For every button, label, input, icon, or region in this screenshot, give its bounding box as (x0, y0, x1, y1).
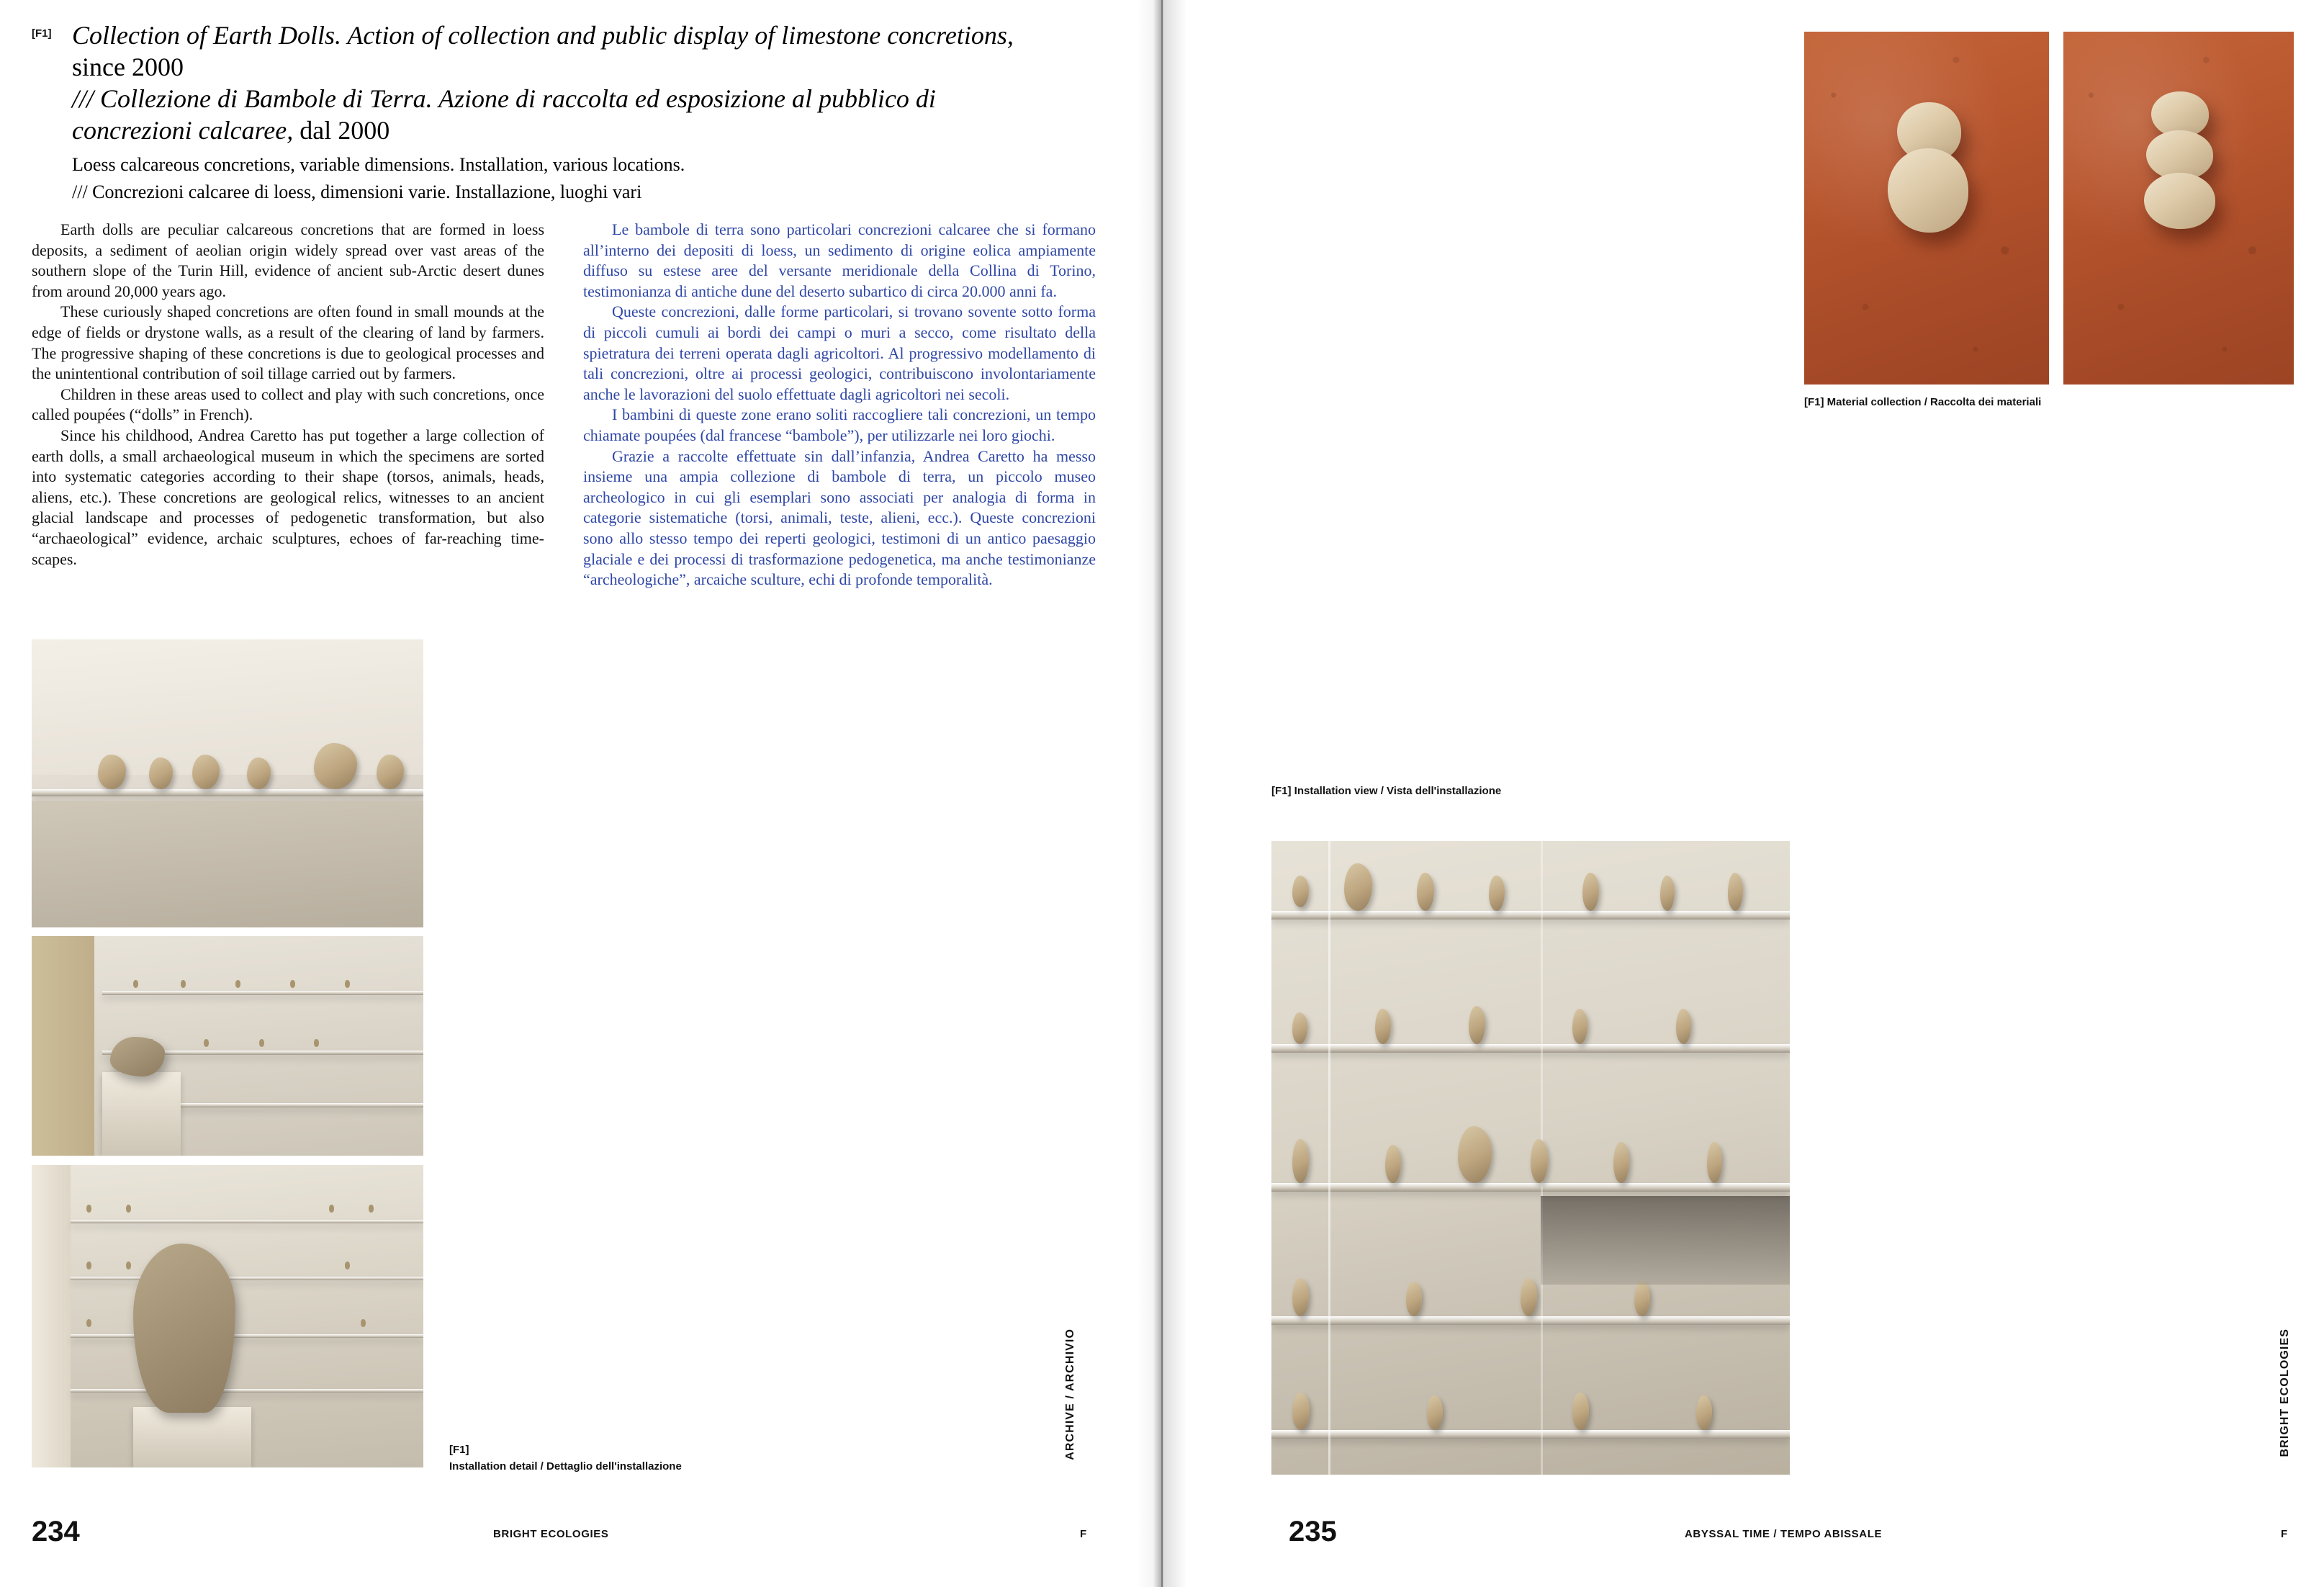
title-italian: /// Collezione di Bambole di Terra. Azione di raccolta ed esposizione al pubblico di concrezioni calcaree, (72, 84, 936, 145)
photo-content (2063, 32, 2294, 385)
paragraph: Le bambole di terra sono particolari concrezioni calcaree che si formano all’interno dei depositi di loess, un sedimento di origine eolica ampiamente diffuso su estese aree del versante meridionale della Collina di Torino, testimonianza di antiche dune del deserto subartico di circa 20.000 anni fa. (583, 220, 1096, 300)
page-number-left: 234 (32, 1516, 80, 1547)
pedestal-photo (32, 936, 423, 1156)
page-number-right: 235 (1289, 1516, 1337, 1547)
figure-tag-title: [F1] (32, 27, 52, 40)
caption-tag: [F1] (1271, 785, 1292, 797)
installation-view-photo (1271, 841, 1790, 1475)
body-columns (32, 220, 1097, 590)
paragraph: Children in these areas used to collect and play with such concretions, once called poupées (“dolls” in French). (32, 385, 544, 424)
paragraph: Grazie a raccolte effettuate sin dall’infanzia, Andrea Caretto ha messo insieme una ampia collezione di bambole di terra, un piccolo museo archeologico in cui gli esemplari sono associati per analogia di forma in categorie sistematiche (torsi, animali, teste, alieni, ecc.). Queste concrezioni sono allo stesso tempo dei reperti geologici, testimoni di un antico paesaggio glaciale e dei processi di trasformazione pedogenetica, ma anche testimonianze “archeologiche”, arcaiche sculture, echi di profonde temporalità. (583, 446, 1096, 589)
subtitle-italian: /// Concrezioni calcaree di loess, dimensioni varie. Installazione, luoghi vari (72, 181, 642, 202)
body-column-english (32, 220, 544, 590)
caption-installation-detail (449, 1442, 824, 1475)
paragraph: Since his childhood, Andrea Caretto has put together a large collection of earth dolls, a small archaeological museum in which the specimens are sorted into systematic categories according to their shape (torsos, animals, heads, aliens, etc.). These concretions are geological relics, witnesses to an ancient glacial landscape and processes of pedogenetic transformation, but also “archaeological” evidence, archaic sculptures, echoes of far-reaching time-scapes. (32, 426, 544, 568)
paragraph: These curiously shaped concretions are often found in small mounds at the edge of fields or drystone walls, as a result of the clearing of land by farmers. The progressive shaping of these concretions is due to geological processes and the unintentional contribution of soil tillage carried out by farmers. (32, 302, 544, 383)
title-english-tail: since 2000 (72, 52, 184, 81)
shelf-row-photo (32, 639, 423, 927)
paragraph: Earth dolls are peculiar calcareous concretions that are formed in loess deposits, a sediment of aeolian origin widely spread over vast areas of the southern slope of the Turin Hill, evidence of ancient sub-Arctic desert dunes from around 20,000 years ago. (32, 220, 544, 300)
title-block (72, 20, 1022, 204)
caption-text: Material collection / Raccolta dei materiali (1827, 396, 2042, 408)
title-english: Collection of Earth Dolls. Action of collection and public display of limestone concretions, (72, 21, 1014, 50)
photo-content (1271, 841, 1790, 1475)
photo-content (32, 639, 423, 927)
photo-content (32, 936, 423, 1156)
concretion-in-soil-photo-right (2063, 32, 2294, 385)
photo-content (32, 1165, 423, 1467)
caption-text: Installation view / Vista dell'installazione (1294, 785, 1502, 797)
section-mark-right: F (2281, 1528, 2288, 1540)
title-italian-tail: dal 2000 (293, 115, 390, 145)
side-label-archive: ARCHIVE / ARCHIVIO (1064, 1329, 1076, 1460)
caption-installation-view (1271, 783, 1718, 800)
page-title-italian (72, 84, 1022, 147)
caption-tag: [F1] (449, 1444, 469, 1456)
running-head-right: ABYSSAL TIME / TEMPO ABISSALE (1685, 1528, 1883, 1540)
subtitle-english: Loess calcareous concretions, variable dimensions. Installation, various locations. (72, 153, 685, 175)
photo-content (1804, 32, 2049, 385)
paragraph: Queste concrezioni, dalle forme particolari, si trovano sovente sotto forma di piccoli cumuli ai bordi dei campi o muri a secco, come risultato della spietratura dei terreni operata dagli agricoltori. Al progressivo modellamento di tali concrezioni, oltre ai processi geologici, contribuiscono involontariamente anche le lavorazioni del suolo effettuate dagli agricoltori nei secoli. (583, 302, 1096, 403)
caption-text: Installation detail / Dettaglio dell'installazione (449, 1460, 682, 1473)
body-column-italian (583, 220, 1096, 590)
paragraph: I bambini di queste zone erano soliti raccogliere tali concrezioni, un tempo chiamate poupées (dal francese “bambole”), per utilizzarle nei loro giochi. (583, 405, 1096, 444)
caption-tag: [F1] (1804, 396, 1824, 408)
side-label-bright-ecologies: BRIGHT ECOLOGIES (2279, 1329, 2291, 1457)
concretion-in-soil-photo-left (1804, 32, 2049, 385)
section-mark-left: F (1080, 1528, 1087, 1540)
caption-material-collection (1804, 395, 2207, 411)
figure-photo (32, 1165, 423, 1467)
running-head-left: BRIGHT ECOLOGIES (493, 1528, 609, 1540)
page-title (72, 20, 1022, 84)
